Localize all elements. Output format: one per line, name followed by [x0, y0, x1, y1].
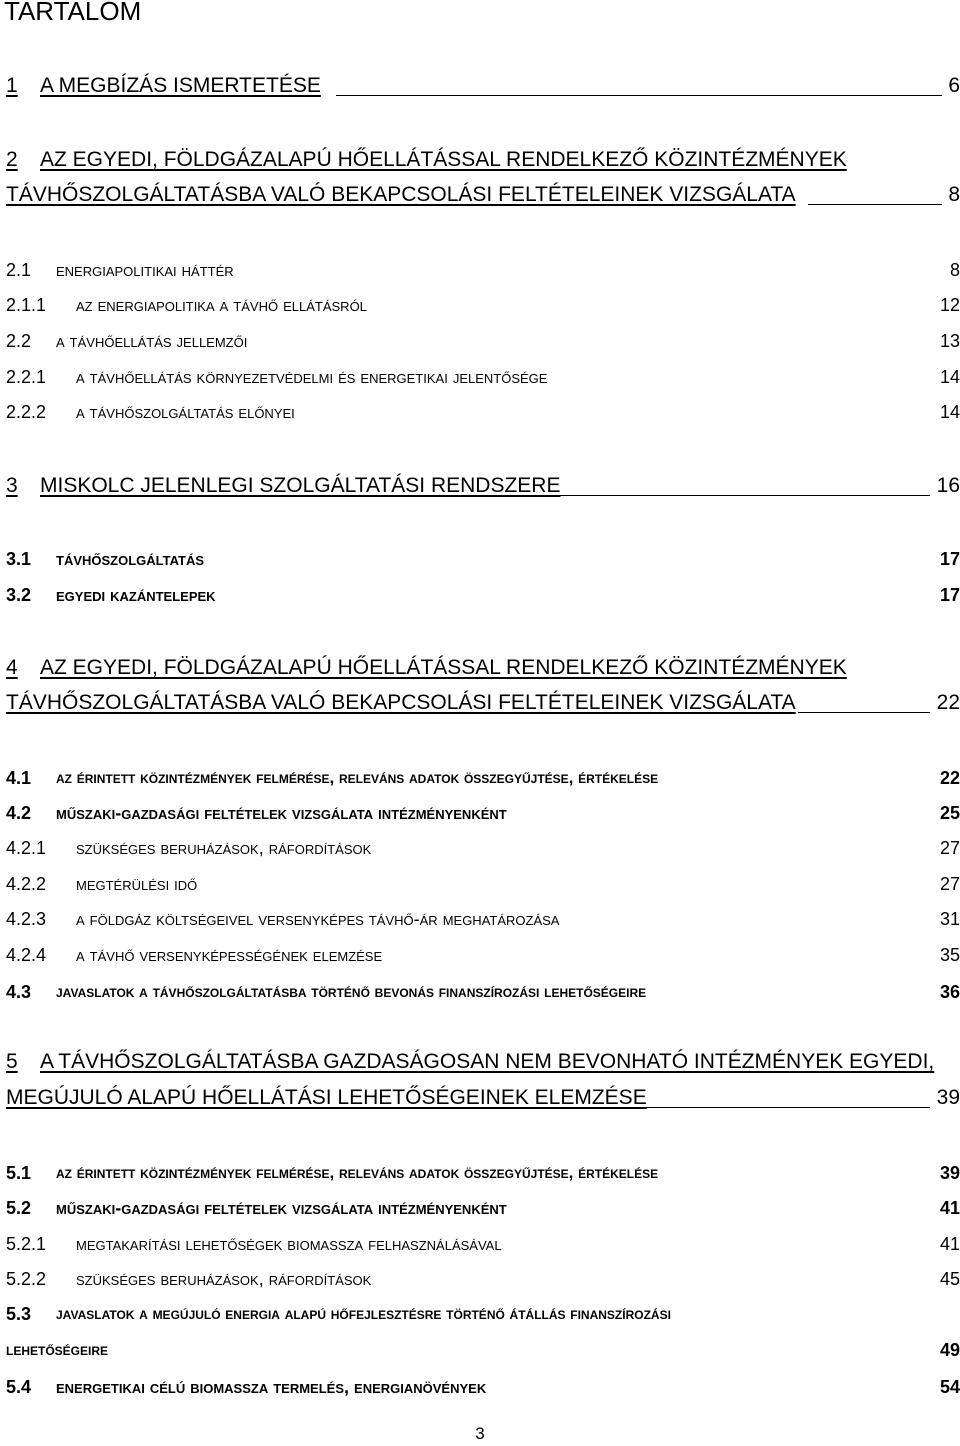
- toc-entry-text: AZ EGYEDI, FÖLDGÁZALAPÚ HŐELLÁTÁSSAL RENDELKEZŐ KÖZINTÉZMÉNYEK: [40, 148, 847, 171]
- toc-entry-number: 2.2.1: [6, 367, 47, 387]
- toc-entry-page: 22: [936, 691, 960, 714]
- toc-entry-number: 2.2.2: [6, 402, 47, 422]
- toc-entry-text: műszaki-gazdasági feltételek vizsgálata intézményenként: [56, 803, 507, 823]
- toc-entry-5-line2[interactable]: [6, 1086, 960, 1114]
- toc-title: TARTALOM: [4, 0, 142, 26]
- toc-entry-page: 8: [949, 260, 960, 280]
- toc-entry-number: 4.2.2: [6, 874, 47, 894]
- toc-entry-text: A MEGBÍZÁS ISMERTETÉSE: [40, 74, 321, 97]
- toc-entry-text: a távhő versenyképességének elemzése: [76, 945, 383, 965]
- toc-entry-page: 17: [939, 585, 960, 605]
- toc-entry-1[interactable]: [6, 74, 960, 102]
- toc-entry-text: a távhőellátás jellemzői: [56, 331, 248, 351]
- toc-entry-number: 4.2.4: [6, 945, 47, 965]
- toc-entry-text: lehetőségeire: [6, 1340, 109, 1359]
- toc-entry-text: energetikai célú biomassza termelés, energianövények: [56, 1377, 487, 1397]
- toc-entry-text: távhőszolgáltatás: [56, 549, 205, 569]
- toc-entry-page: 6: [948, 74, 960, 97]
- toc-entry-page: 25: [939, 803, 960, 823]
- toc-entry-text: javaslatok a távhőszolgáltatásba történő bevonás finanszírozási lehetőségeire: [56, 982, 647, 1001]
- toc-entry-number: 3: [6, 474, 18, 497]
- toc-leader-line: [808, 204, 942, 205]
- toc-entry-number: 5.2: [6, 1198, 32, 1218]
- toc-entry-page: 45: [939, 1269, 960, 1289]
- toc-entry-text: egyedi kazántelepek: [56, 585, 216, 605]
- toc-entry-number: 2.1.1: [6, 295, 47, 315]
- page-number: 3: [475, 1424, 485, 1443]
- toc-entry-2-line1[interactable]: [6, 148, 960, 176]
- toc-entry-page: 54: [939, 1377, 960, 1397]
- toc-entry-page: 31: [939, 909, 960, 929]
- toc-entry-number: 5.3: [6, 1304, 32, 1324]
- toc-leader-line: [556, 495, 930, 496]
- toc-entry-page: 22: [939, 768, 960, 788]
- toc-entry-text: szükséges beruházások, ráfordítások: [76, 838, 372, 858]
- toc-entry-page: 39: [939, 1163, 960, 1183]
- toc-entry-number: 5.2.2: [6, 1269, 47, 1289]
- toc-entry-number: 2.1: [6, 260, 32, 280]
- toc-leader-line: [642, 1107, 930, 1108]
- toc-entry-number: 5.1: [6, 1163, 32, 1183]
- toc-entry-text: A TÁVHŐSZOLGÁLTATÁSBA GAZDASÁGOSAN NEM BEVONHATÓ INTÉZMÉNYEK EGYEDI,: [40, 1050, 935, 1073]
- toc-entry-number: 3.1: [6, 549, 32, 569]
- toc-entry-number: 4.2.1: [6, 838, 47, 858]
- toc-entry-page: 39: [936, 1086, 960, 1109]
- toc-entry-text: MISKOLC JELENLEGI SZOLGÁLTATÁSI RENDSZERE: [40, 474, 561, 497]
- toc-entry-page: 41: [939, 1234, 960, 1254]
- toc-entry-text: a távhőszolgáltatás előnyei: [76, 402, 295, 422]
- toc-leader-line: [336, 95, 942, 96]
- toc-entry-number: 4.3: [6, 982, 32, 1002]
- toc-entry-page: 35: [939, 945, 960, 965]
- toc-entry-text: az érintett közintézmények felmérése, releváns adatok összegyűjtése, értékelése: [56, 1163, 659, 1182]
- toc-entry-page: 8: [948, 183, 960, 206]
- toc-entry-text: a földgáz költségeivel versenyképes távhő-ár meghatározása: [76, 909, 560, 929]
- toc-entry-text: megtakarítási lehetőségek biomassza felhasználásával: [76, 1234, 502, 1254]
- toc-entry-page: 12: [939, 295, 960, 315]
- toc-leader-line: [798, 712, 930, 713]
- toc-entry-4-line1[interactable]: [6, 656, 960, 684]
- toc-entry-text: TÁVHŐSZOLGÁLTATÁSBA VALÓ BEKAPCSOLÁSI FELTÉTELEINEK VIZSGÁLATA: [6, 691, 796, 714]
- toc-entry-text: energiapolitikai háttér: [56, 260, 234, 280]
- toc-entry-text: az érintett közintézmények felmérése, releváns adatok összegyűjtése, értékelése: [56, 768, 659, 787]
- toc-entry-text: műszaki-gazdasági feltételek vizsgálata intézményenként: [56, 1198, 507, 1218]
- toc-entry-3[interactable]: [6, 474, 960, 502]
- toc-entry-number: 1: [6, 74, 18, 97]
- toc-entry-page: 27: [939, 874, 960, 894]
- toc-entry-text: AZ EGYEDI, FÖLDGÁZALAPÚ HŐELLÁTÁSSAL RENDELKEZŐ KÖZINTÉZMÉNYEK: [40, 656, 847, 679]
- toc-entry-page: 16: [936, 474, 960, 497]
- toc-entry-text: szükséges beruházások, ráfordítások: [76, 1269, 372, 1289]
- toc-entry-page: 27: [939, 838, 960, 858]
- toc-entry-page: 14: [939, 402, 960, 422]
- toc-entry-number: 2: [6, 148, 18, 171]
- toc-entry-number: 5: [6, 1050, 18, 1073]
- toc-entry-text: a távhőellátás környezetvédelmi és energetikai jelentősége: [76, 367, 548, 387]
- toc-entry-text: javaslatok a megújuló energia alapú hőfejlesztésre történő átállás finanszírozási: [56, 1304, 671, 1323]
- toc-entry-4-line2[interactable]: [6, 691, 960, 719]
- toc-entry-number: 4: [6, 656, 18, 679]
- toc-entry-number: 4.2.3: [6, 909, 47, 929]
- toc-entry-number: 4.1: [6, 768, 32, 788]
- toc-entry-number: 4.2: [6, 803, 32, 823]
- toc-entry-text: MEGÚJULÓ ALAPÚ HŐELLÁTÁSI LEHETŐSÉGEINEK ELEMZÉSE: [6, 1086, 647, 1109]
- toc-entry-page: 14: [939, 367, 960, 387]
- toc-entry-page: 36: [939, 982, 960, 1002]
- toc-entry-number: 5.4: [6, 1377, 32, 1397]
- toc-entry-text: megtérülési idő: [76, 874, 198, 894]
- toc-entry-2-line2[interactable]: [6, 183, 960, 211]
- toc-entry-page: 13: [939, 331, 960, 351]
- toc-entry-number: 2.2: [6, 331, 32, 351]
- toc-entry-text: TÁVHŐSZOLGÁLTATÁSBA VALÓ BEKAPCSOLÁSI FELTÉTELEINEK VIZSGÁLATA: [6, 183, 796, 206]
- toc-entry-page: 17: [939, 549, 960, 569]
- toc-entry-number: 5.2.1: [6, 1234, 47, 1254]
- toc-entry-5-line1[interactable]: [6, 1050, 960, 1078]
- toc-entry-text: az energiapolitika a távhő ellátásról: [76, 295, 367, 315]
- toc-entry-number: 3.2: [6, 585, 32, 605]
- toc-entry-page: 41: [939, 1198, 960, 1218]
- toc-entry-page: 49: [939, 1340, 960, 1360]
